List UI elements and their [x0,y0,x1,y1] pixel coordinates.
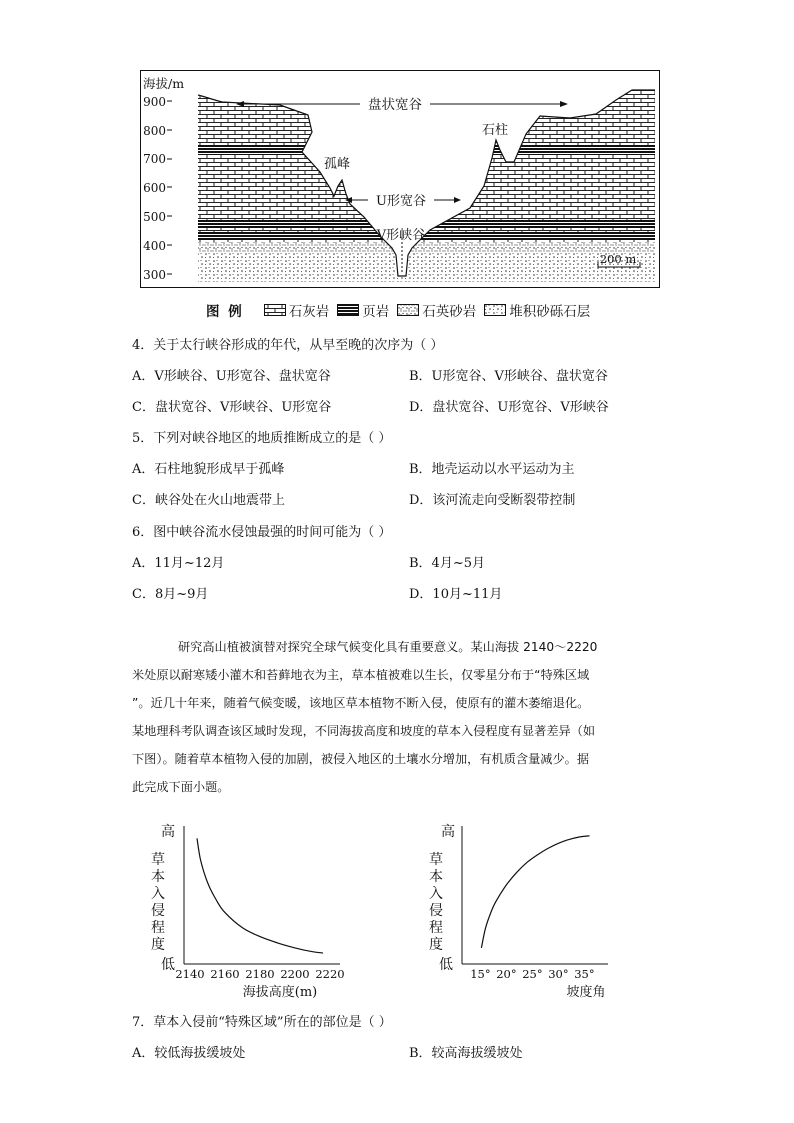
legend-title: 图 例 [206,304,244,320]
question-7-option-a[interactable]: A．较低海拔缓坡处 [132,1046,246,1061]
question-4-option-a[interactable]: A．V形峡谷、U形宽谷、盘状宽谷 [132,369,331,384]
y-high-label: 高 [441,824,455,840]
legend-label-quartz-sandstone: 石英砂岩 [422,304,477,320]
y-high-label: 高 [161,824,175,840]
question-4-option-b[interactable]: B．U形宽谷、V形峡谷、盘状宽谷 [409,369,608,384]
scale-label: 200 m [599,252,637,266]
passage-line: 某地理科考队调查该区域时发现，不同海拔高度和坡度的草本入侵程度有显著差异（如 [132,724,596,738]
v-gorge-label: V形峡谷 [376,228,426,243]
question-6-option-d[interactable]: D．10月~11月 [409,587,503,602]
question-7-option-b[interactable]: B．较高海拔缓坡处 [409,1046,523,1061]
broad-valley-label: 盘状宽谷 [368,97,422,113]
x-tick-label: 20° [496,967,517,981]
legend-item-quartz-sandstone [397,300,476,320]
x-tick-label: 2160 [210,967,240,981]
u-valley-label: U形宽谷 [376,194,426,209]
y-tick-600: 600 [143,181,166,195]
x-tick-label: 2200 [280,967,310,981]
x-tick-label: 2220 [315,967,345,981]
legend-item-shale [337,300,389,320]
question-7-stem: 7．草本入侵前“特殊区域”所在的部位是（ ） [132,1015,392,1030]
figure-legend [206,300,598,320]
altitude-curve [197,838,323,953]
valley-cross-section-figure [140,70,660,288]
legend-item-limestone [264,300,330,320]
slope-curve [481,836,589,948]
altitude-invasion-chart [140,818,350,1000]
x-axis-title: 坡度角 [566,985,606,1000]
x-tick-label: 35° [574,967,595,981]
question-5-option-c[interactable]: C．峡谷处在火山地震带上 [132,493,285,508]
question-5-option-a[interactable]: A．石柱地貌形成早于孤峰 [132,462,285,477]
y-low-label: 低 [161,957,175,973]
x-tick-label: 25° [522,967,543,981]
shale-swatch-icon [337,304,359,316]
question-4-stem: 4．关于太行峡谷形成的年代，从早至晚的次序为（ ） [132,338,444,353]
legend-label-limestone: 石灰岩 [288,304,330,320]
legend-label-gravel: 堆积砂砾石层 [509,304,591,320]
question-6-option-a[interactable]: A．11月~12月 [132,556,225,571]
x-tick-label: 30° [548,967,569,981]
y-tick-300: 300 [143,268,166,282]
passage-line: 此完成下面小题。 [132,780,230,794]
stone-pillar-label: 石柱 [482,123,509,138]
passage-line: 下图）。随着草本植物入侵的加剧，被侵入地区的土壤水分增加，有机质含量减少。据 [132,752,590,766]
y-tick-800: 800 [143,124,166,138]
y-tick-700: 700 [143,152,166,166]
x-tick-label: 2140 [175,967,205,981]
question-5-option-d[interactable]: D．该河流走向受断裂带控制 [409,493,576,508]
x-tick-label: 15° [470,967,491,981]
y-tick-500: 500 [143,210,166,224]
y-low-label: 低 [439,957,453,973]
passage-line: 米处原以耐寒矮小灌木和苔藓地衣为主，草本植被难以生长，仅零星分布于“特殊区域 [132,668,590,682]
legend-label-shale: 页岩 [362,304,390,320]
y-axis-title: 海拔/m [143,76,185,91]
y-tick-900: 900 [143,95,166,109]
question-4-option-d[interactable]: D．盘状宽谷、U形宽谷、V形峡谷 [409,400,609,415]
x-tick-group [175,967,344,981]
scale-bar [598,252,640,267]
limestone-swatch-icon [264,304,286,316]
y-axis-title: 草本入侵程度 [151,852,165,953]
x-tick-group [470,967,594,981]
isolated-peak-label: 孤峰 [324,157,351,172]
passage-line: ”。近几十年来，随着气候变暖，该地区草本植物不断入侵，使原有的灌木萎缩退化。 [132,696,590,710]
quartz-sandstone-swatch-icon [397,304,419,316]
reading-passage [132,633,662,801]
gravel-swatch-icon [484,304,506,316]
question-6-stem: 6．图中峡谷流水侵蚀最强的时间可能为（ ） [132,525,392,540]
y-tick-400: 400 [143,239,166,253]
x-axis-title: 海拔高度(m) [242,985,318,1000]
slope-invasion-chart [408,818,618,1000]
question-4-option-c[interactable]: C．盘状宽谷、V形峡谷、U形宽谷 [132,400,332,415]
passage-line: 研究高山植被演替对探究全球气候变化具有重要意义。某山海拔 2140～2220 [178,640,598,654]
question-5-option-b[interactable]: B．地壳运动以水平运动为主 [409,462,575,477]
question-6-option-c[interactable]: C．8月~9月 [132,587,209,602]
question-6-option-b[interactable]: B．4月~5月 [409,556,485,571]
x-tick-label: 2180 [245,967,275,981]
y-axis-title: 草本入侵程度 [429,852,443,953]
question-5-stem: 5．下列对峡谷地区的地质推断成立的是（ ） [132,431,392,446]
legend-item-gravel [484,300,590,320]
